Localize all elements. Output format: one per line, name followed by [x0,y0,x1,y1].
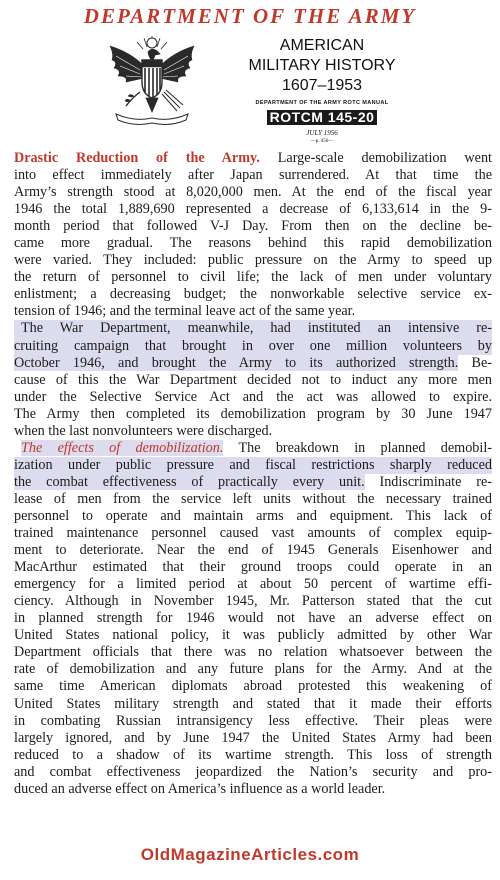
text-line: in planned strength for 1946 would not have an adverse effect on [14,610,492,627]
text-line: were varied. They included: public pressure on the Army to speed up [14,252,492,269]
text-line [14,474,492,491]
highlighted-fragment: the combat effectiveness of practically every unit. [14,473,365,490]
text-line: in combating Russian intransigency less effective. Their pleas were [14,712,492,729]
highlighted-fragment: October 1946, and brought the Army to its authorized strength. [14,354,459,371]
text-line: The Army then completed its demobilization program by 30 June 1947 [14,405,492,422]
manual-code: ROTCM 145-20 [267,110,378,125]
highlighted-line: ization under public pressure and fiscal restrictions sharply reduced [14,456,492,473]
manual-label: DEPARTMENT OF THE ARMY ROTC MANUAL [255,100,389,106]
department-title: DEPARTMENT OF THE ARMY [83,4,417,28]
text-line: 1946 the total 1,889,690 represented a decrease of 6,133,614 in the 9- [14,201,492,218]
text-line: came more gradual. The reasons behind this rapid demobilization [14,235,492,252]
text-line: duced an adverse effect on America’s influence as a world leader. [14,780,386,797]
text-line: when the last nonvolunteers were discharged. [14,422,273,439]
article-body [14,150,492,798]
text-line: reduced to a shadow of its wartime strength. This loss of strength [14,746,492,763]
book-title-line1: AMERICAN [279,37,365,54]
text-line [14,355,492,372]
text-line: and combat effectiveness jeopardized the Nation’s security and pro- [14,763,492,780]
text-line: the return of personnel to civil life; the lack of men under voluntary [14,269,492,286]
text-line: Department officials that there was no relation whatsoever between the [14,644,492,661]
text-fragment: The breakdown in planned demobil- [223,439,492,456]
text-line: United States national policy, it was publicly admitted by other War [14,627,492,644]
page-header [0,0,500,148]
text-line: ment to deteriorate. Near the end of 1945 Generals Eisenhower and [14,542,492,559]
site-watermark: OldMagazineArticles.com [140,845,360,864]
text-fragment: Be- [458,354,492,371]
text-line: emergency for a limited period at about 50 percent of wartime effi- [14,576,492,593]
eagle-seal-icon [100,32,204,130]
text-line: rate of demobilization and any future plans for the Army. And at the [14,661,492,678]
text-line: under the Selective Service Act and the act was allowed to expire. [14,388,492,405]
section-heading-effects: The effects of demobilization. [21,439,224,456]
title-block [222,36,422,145]
text-line: tension of 1946; and the terminal leave act of the same year. [14,303,356,320]
text-line: ciency. Although in November 1945, Mr. Patterson stated that the cut [14,593,492,610]
text-line: trained maintenance personnel caused vast amounts of complex equip- [14,525,492,542]
highlighted-line: cruiting campaign that brought in over one million volunteers by [14,337,492,354]
text-line: same time American diplomats abroad protested this weakening of [14,678,492,695]
text-line: month period that followed V-J Day. From then on the decline be- [14,218,492,235]
highlighted-line: The War Department, meanwhile, had instituted an intensive re- [14,320,492,337]
text-line: United States military strength and stated that it made their efforts [14,695,492,712]
text-line: enlistment; a decreasing budget; the nonworkable selective service ex- [14,286,492,303]
book-title-line2: MILITARY HISTORY [248,57,396,74]
page-reference: —p. 456— [310,139,334,144]
section-heading-drastic-reduction: Drastic Reduction of the Army. [14,150,260,166]
text-line: largely ignored, and by June 1947 the United States Army had been [14,729,492,746]
text-line: MacArthur estimated that their ground troops could operate in an [14,559,492,576]
text-line: into effect immediately after Japan surrendered. At that time the [14,167,492,184]
text-fragment: Indiscriminate re- [364,473,492,490]
text-line: personnel to operate and maintain arms and equipment. This lack of [14,507,492,524]
text-line [14,440,492,457]
text-line: cause of this the War Department decided not to induct any more men [14,371,492,388]
text-line [14,150,492,167]
text-fragment: Large-scale demobilization went [259,150,492,166]
manual-date: JULY 1956 [306,129,338,137]
book-years: 1607–1953 [281,77,363,94]
text-line: lease of men from the service left units without the necessary trained [14,490,492,507]
text-line: Army’s strength stood at 8,020,000 men. At the end of the fiscal year [14,184,492,201]
